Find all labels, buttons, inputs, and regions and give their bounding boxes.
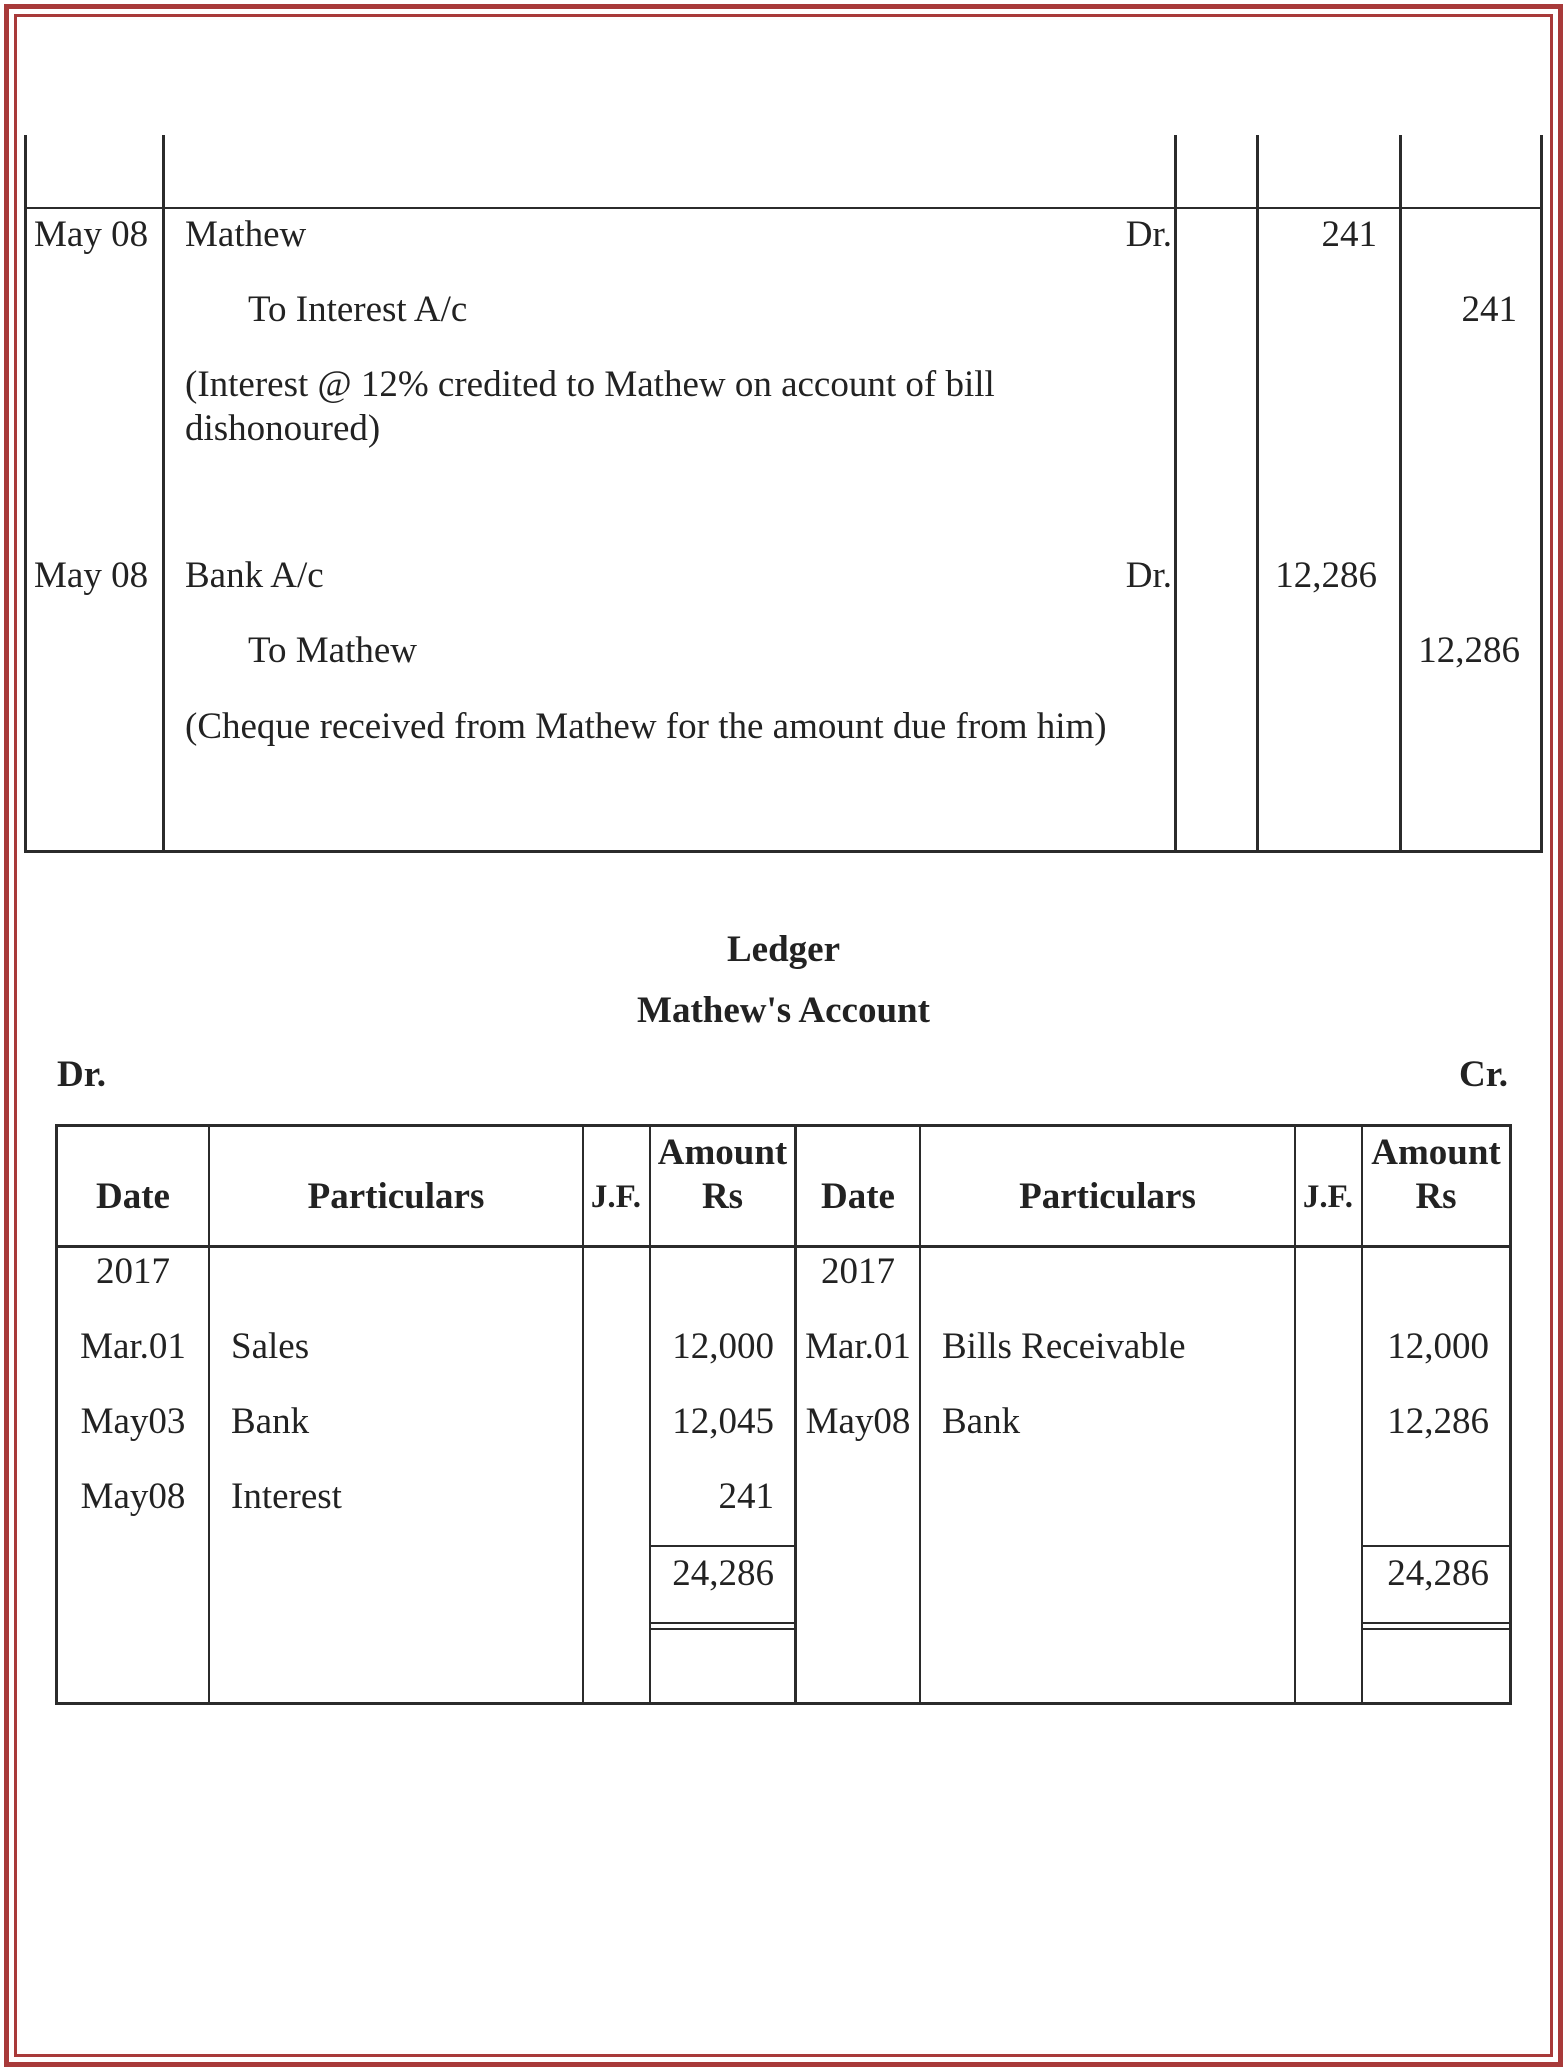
journal-narration: dishonoured) [185,408,381,449]
header-amount: Amount [1371,1132,1501,1173]
header-particulars: Particulars [1019,1176,1196,1217]
journal-debit-amount: 241 [1321,214,1377,255]
journal-date: May 08 [34,214,149,255]
debit-date: May08 [80,1476,186,1517]
journal-debit-account: Bank A/c [185,555,324,596]
dr-side-label: Dr. [57,1054,106,1095]
debit-date: Mar.01 [80,1326,186,1367]
journal-credit-amount: 12,286 [1418,630,1520,671]
journal-narration: (Interest @ 12% credited to Mathew on account of bill [185,364,995,405]
journal-credit-account: To Mathew [248,630,418,671]
debit-particulars: Interest [231,1476,342,1517]
debit-amount: 12,045 [672,1401,774,1442]
journal-dr-label: Dr. [1125,555,1172,596]
page-frame-inner [14,14,1553,2057]
debit-date: May03 [80,1401,186,1442]
header-rs: Rs [1415,1176,1457,1217]
credit-year: 2017 [821,1251,895,1292]
header-rs: Rs [701,1176,744,1217]
credit-total-double-line [1361,1628,1511,1630]
journal-debit-amount: 12,286 [1275,555,1377,596]
debit-year: 2017 [96,1251,170,1292]
journal-vline [24,135,27,853]
journal-hline [24,207,1543,209]
credit-date: May08 [805,1401,911,1442]
debit-total-double-line [649,1628,796,1630]
header-jf: J.F. [590,1179,642,1215]
header-jf: J.F. [1302,1179,1354,1215]
journal-credit-account: To Interest A/c [248,289,468,330]
ledger-title: Ledger [726,929,841,970]
header-date: Date [96,1176,170,1217]
credit-date: Mar.01 [805,1326,911,1367]
journal-vline [1174,135,1177,853]
journal-vline [1399,135,1402,853]
account-title: Mathew's Account [637,990,930,1031]
journal-vline [1256,135,1259,853]
debit-total-line [649,1545,796,1547]
credit-total-double-line [1361,1622,1511,1624]
journal-vline [1540,135,1543,853]
credit-particulars: Bills Receivable [942,1326,1186,1367]
credit-total: 24,286 [1387,1553,1489,1594]
debit-amount: 12,000 [672,1326,774,1367]
journal-debit-account: Mathew [185,214,307,255]
journal-credit-amount: 241 [1461,289,1517,330]
ledger-border-right [1509,1124,1512,1705]
debit-particulars: Sales [231,1326,310,1367]
credit-amount: 12,000 [1387,1326,1489,1367]
header-date: Date [821,1176,895,1217]
journal-date: May 08 [34,555,149,596]
journal-hline [24,850,1543,853]
credit-total-line [1361,1545,1511,1547]
journal-dr-label: Dr. [1125,214,1172,255]
cr-side-label: Cr. [1459,1054,1508,1095]
debit-total-double-line [649,1622,796,1624]
journal-vline [162,135,165,853]
debit-amount: 241 [718,1476,774,1517]
header-amount: Amount [657,1132,788,1173]
debit-total: 24,286 [672,1553,774,1594]
debit-particulars: Bank [231,1401,310,1442]
credit-amount: 12,286 [1387,1401,1489,1442]
journal-narration: (Cheque received from Mathew for the amount due from him) [185,706,1107,747]
header-particulars: Particulars [307,1176,485,1217]
credit-particulars: Bank [942,1401,1021,1442]
